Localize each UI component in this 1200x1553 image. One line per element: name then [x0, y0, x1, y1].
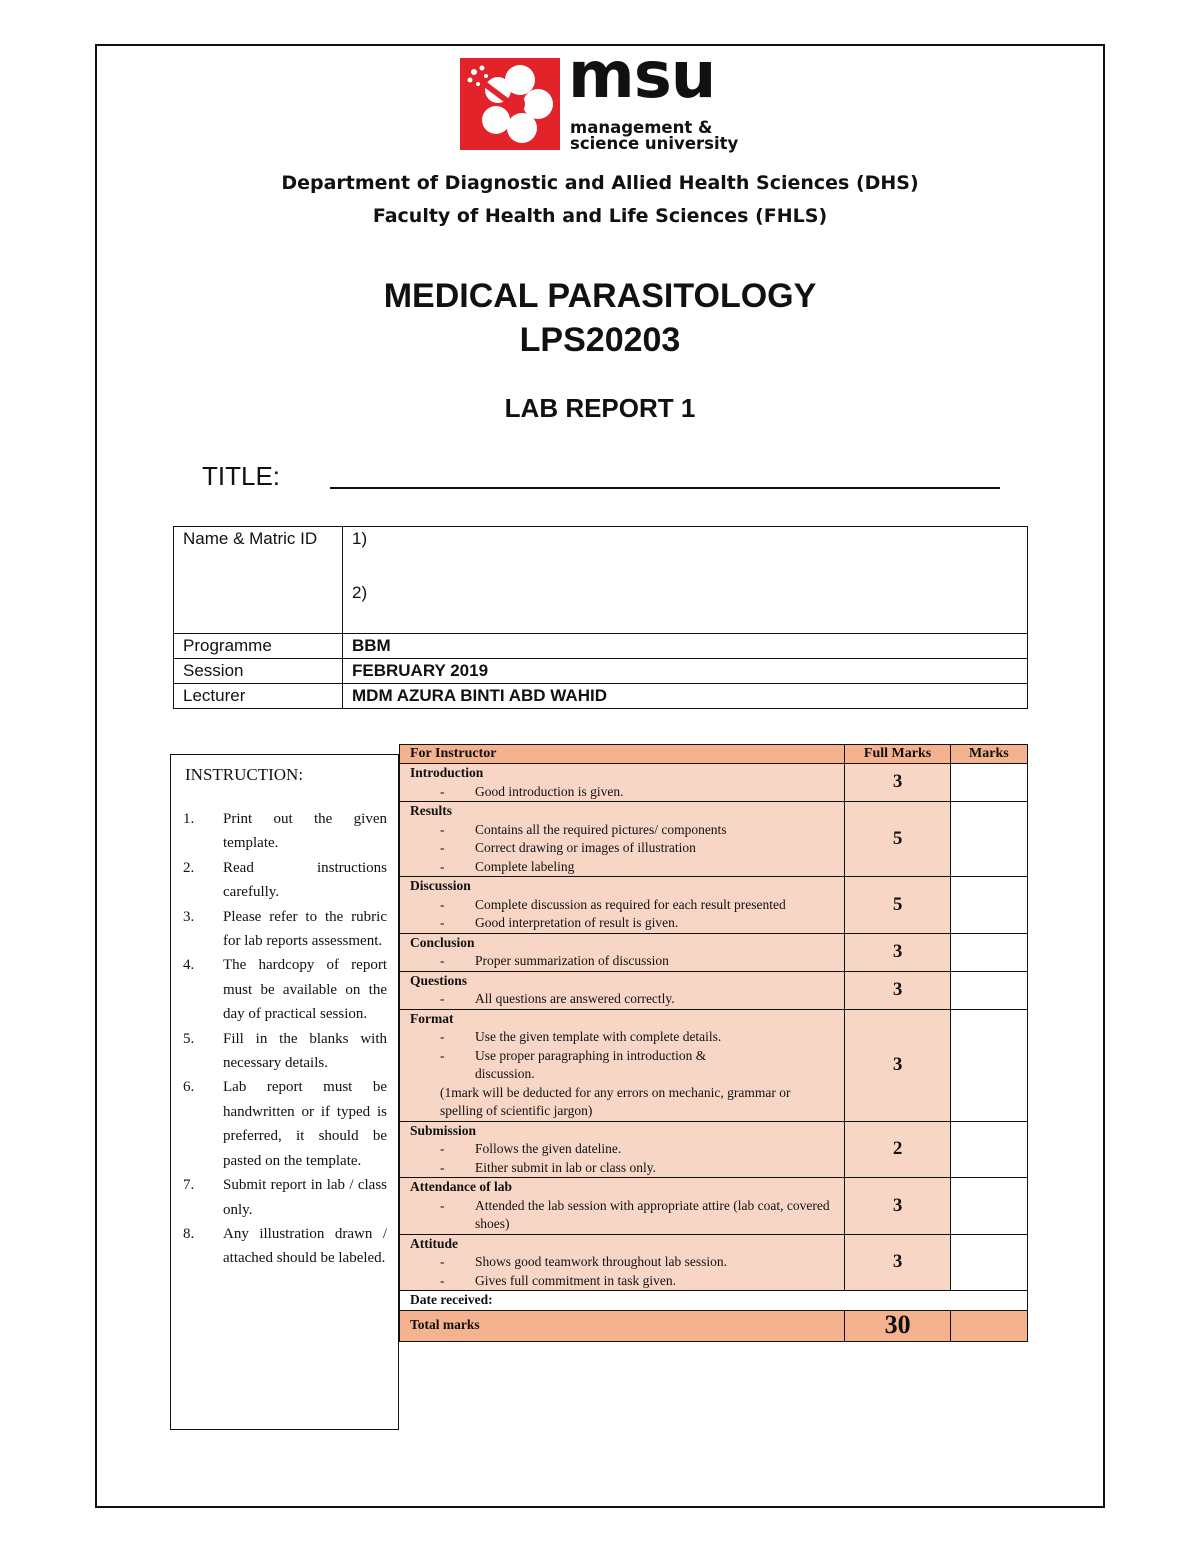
rubric-row-introduction [400, 764, 1028, 802]
rubric-marks-field[interactable] [950, 1009, 1027, 1121]
instruction-number: 8. [183, 1225, 195, 1242]
instruction-item [183, 1222, 387, 1271]
rubric-bullet-text: Shows good teamwork throughout lab session. [475, 1254, 727, 1269]
faculty-name: Faculty of Health and Life Sciences (FHLS) [372, 205, 828, 227]
bullet-dash: - [440, 858, 445, 874]
rubric-full-marks: 3 [845, 764, 950, 802]
rubric-bullet-text: Good introduction is given. [475, 783, 624, 799]
rubric-bullet [410, 839, 834, 858]
rubric-bullet [410, 952, 834, 971]
rubric-bullet [410, 1253, 834, 1272]
rubric-section-title: Submission [410, 1122, 477, 1138]
rubric-total-row [400, 1310, 1028, 1341]
rubric-header-marks: Marks [950, 745, 1027, 764]
total-full-marks: 30 [845, 1310, 950, 1341]
instruction-number: 1. [183, 811, 195, 827]
rubric-header-row [400, 745, 1028, 764]
hibiscus-logo-icon [460, 58, 560, 150]
name-label: Name & Matric ID [174, 527, 343, 634]
rubric-bullet-text: Attended the lab session with appropriate attire (lab coat, covered shoes) [475, 1197, 830, 1231]
logo-wordmark: msu [568, 39, 716, 113]
rubric-criteria-cell [400, 764, 845, 802]
rubric-section-title: Attitude [410, 1235, 458, 1251]
bullet-dash: - [440, 1047, 445, 1063]
rubric-bullet-text: Follows the given dateline. [475, 1141, 622, 1156]
rubric-full-marks: 5 [845, 877, 950, 934]
bullet-dash: - [440, 1254, 445, 1269]
instruction-number: 2. [183, 859, 195, 876]
rubric-row-attitude [400, 1234, 1028, 1291]
rubric-section-title: Conclusion [410, 934, 475, 950]
department-name: Department of Diagnostic and Allied Health Sciences (DHS) [281, 172, 919, 194]
rubric-bullet [410, 1140, 834, 1159]
instruction-number: 4. [183, 957, 195, 974]
bullet-dash: - [440, 1029, 445, 1044]
rubric-row-submission [400, 1121, 1028, 1178]
student-info-table [173, 526, 1028, 709]
rubric-section-title: Introduction [410, 765, 484, 780]
rubric-bullet [410, 1047, 834, 1084]
rubric-marks-field[interactable] [950, 877, 1027, 934]
rubric-bullet [410, 821, 834, 840]
rubric-bullet-text: Use proper paragraphing in introduction & discussion. [475, 1047, 707, 1081]
total-marks-field[interactable] [950, 1310, 1027, 1341]
session-value: FEBRUARY 2019 [343, 659, 1028, 684]
rubric-marks-field[interactable] [950, 1121, 1027, 1178]
name-field[interactable] [343, 527, 1028, 634]
session-row [174, 659, 1028, 684]
rubric-bullet-text: Proper summarization of discussion [475, 953, 669, 968]
rubric-date-row [400, 1291, 1028, 1311]
programme-value: BBM [343, 634, 1028, 659]
rubric-bullet-text: Good interpretation of result is given. [475, 915, 679, 930]
rubric-criteria-cell [400, 1178, 845, 1235]
instruction-item [183, 856, 387, 905]
programme-label: Programme [174, 634, 343, 659]
bullet-dash: - [440, 1197, 445, 1213]
instruction-text: Any illustration drawn / attached should be labeled. [223, 1225, 387, 1267]
rubric-bullet [410, 858, 834, 877]
rubric-criteria-cell [400, 1009, 845, 1121]
programme-row [174, 634, 1028, 659]
rubric-note: (1mark will be deducted for any errors on mechanic, grammar or spelling of scientific jargon) [440, 1084, 791, 1118]
instruction-box [170, 754, 399, 1430]
name-2-label: 2) [352, 583, 368, 602]
bullet-dash: - [440, 783, 445, 799]
rubric-marks-field[interactable] [950, 802, 1027, 877]
rubric-marks-field[interactable] [950, 764, 1027, 802]
rubric-bullet-text: Use the given template with complete details. [475, 1029, 722, 1044]
rubric-full-marks: 2 [845, 1121, 950, 1178]
rubric-bullet [410, 783, 834, 802]
rubric-section-title: Attendance of lab [410, 1179, 512, 1194]
rubric-bullet-text: Either submit in lab or class only. [475, 1159, 656, 1175]
instruction-number: 6. [183, 1079, 195, 1096]
rubric-marks-field[interactable] [950, 933, 1027, 971]
rubric-bullet [410, 1197, 834, 1234]
instruction-item [183, 1027, 387, 1076]
instruction-number: 7. [183, 1177, 195, 1194]
title-label: TITLE: [202, 461, 281, 491]
rubric-header-full-marks: Full Marks [845, 745, 950, 764]
rubric-bullet [410, 896, 834, 915]
rubric-marks-field[interactable] [950, 971, 1027, 1009]
instruction-text: Lab report must be handwritten or if typed is preferred, it should be pasted on the template. [223, 1079, 387, 1169]
instruction-item [183, 1075, 387, 1173]
bullet-dash: - [440, 1159, 445, 1175]
rubric-criteria-cell [400, 971, 845, 1009]
bullet-dash: - [440, 821, 445, 837]
bullet-dash: - [440, 896, 445, 912]
rubric-criteria-cell [400, 1234, 845, 1291]
rubric-bullet-text: All questions are answered correctly. [475, 991, 675, 1006]
instruction-number: 5. [183, 1030, 195, 1047]
instruction-text: Fill in the blanks with necessary details. [223, 1030, 387, 1072]
bullet-dash: - [440, 1141, 445, 1156]
rubric-table [399, 744, 1028, 1342]
rubric-criteria-cell [400, 802, 845, 877]
rubric-criteria-cell [400, 1121, 845, 1178]
logo-subtitle-1: management & [570, 118, 713, 137]
logo-subtitle-2: science university [570, 134, 739, 153]
rubric-bullet-text: Gives full commitment in task given. [475, 1272, 676, 1288]
rubric-criteria-cell [400, 877, 845, 934]
rubric-row-attendance [400, 1178, 1028, 1235]
lecturer-value: MDM AZURA BINTI ABD WAHID [343, 684, 1028, 709]
rubric-full-marks: 3 [845, 971, 950, 1009]
rubric-full-marks: 5 [845, 802, 950, 877]
rubric-full-marks: 3 [845, 933, 950, 971]
bullet-dash: - [440, 915, 445, 930]
bullet-dash: - [440, 953, 445, 968]
instruction-list [183, 807, 387, 1271]
instruction-text: Read instructions carefully. [223, 859, 387, 901]
instruction-text: Print out the given template. [223, 811, 387, 852]
rubric-marks-field[interactable] [950, 1234, 1027, 1291]
name-row [174, 527, 1028, 634]
total-marks-label: Total marks [400, 1310, 845, 1341]
rubric-row-conclusion [400, 933, 1028, 971]
instruction-item [183, 905, 387, 954]
bullet-dash: - [440, 1272, 445, 1288]
bullet-dash: - [440, 991, 445, 1006]
rubric-full-marks: 3 [845, 1009, 950, 1121]
title-blank-line[interactable] [330, 487, 1000, 489]
rubric-row-discussion [400, 877, 1028, 934]
date-received-label[interactable]: Date received: [400, 1291, 1028, 1311]
rubric-bullet-text: Complete labeling [475, 858, 575, 874]
rubric-section-title: Format [410, 1010, 454, 1026]
rubric-bullet-text: Correct drawing or images of illustration [475, 840, 696, 855]
instruction-item [183, 1173, 387, 1222]
lecturer-label: Lecturer [174, 684, 343, 709]
rubric-marks-field[interactable] [950, 1178, 1027, 1235]
course-name: MEDICAL PARASITOLOGY [383, 277, 817, 315]
rubric-bullet [410, 1028, 834, 1047]
name-1-label: 1) [352, 529, 368, 548]
instruction-number: 3. [183, 908, 195, 925]
session-label: Session [174, 659, 343, 684]
rubric-bullet [410, 990, 834, 1009]
rubric-bullet [410, 1159, 834, 1178]
lecturer-row [174, 684, 1028, 709]
rubric-bullet [410, 1272, 834, 1291]
course-code: LPS20203 [519, 321, 681, 359]
rubric-bullet [410, 914, 834, 933]
rubric-bullet-text: Contains all the required pictures/ components [475, 821, 727, 837]
rubric-full-marks: 3 [845, 1234, 950, 1291]
rubric-criteria-cell [400, 933, 845, 971]
rubric-header-criteria: For Instructor [400, 745, 845, 764]
rubric-section-title: Discussion [410, 878, 471, 893]
rubric-row-results [400, 802, 1028, 877]
rubric-section-title: Results [410, 803, 453, 818]
rubric-bullet-text: Complete discussion as required for each result presented [475, 896, 786, 912]
bullet-dash: - [440, 840, 445, 855]
instruction-text: Submit report in lab / class only. [223, 1177, 387, 1218]
instruction-text: The hardcopy of report must be available on the day of practical session. [223, 957, 387, 1023]
rubric-row-format [400, 1009, 1028, 1121]
instruction-item [183, 953, 387, 1026]
instruction-item [183, 807, 387, 856]
instruction-text: Please refer to the rubric for lab reports assessment. [223, 908, 387, 950]
instruction-title: INSTRUCTION: [185, 765, 304, 784]
rubric-full-marks: 3 [845, 1178, 950, 1235]
rubric-section-title: Questions [410, 972, 468, 988]
university-logo [460, 39, 742, 154]
report-title: LAB REPORT 1 [504, 393, 696, 423]
rubric-row-questions [400, 971, 1028, 1009]
